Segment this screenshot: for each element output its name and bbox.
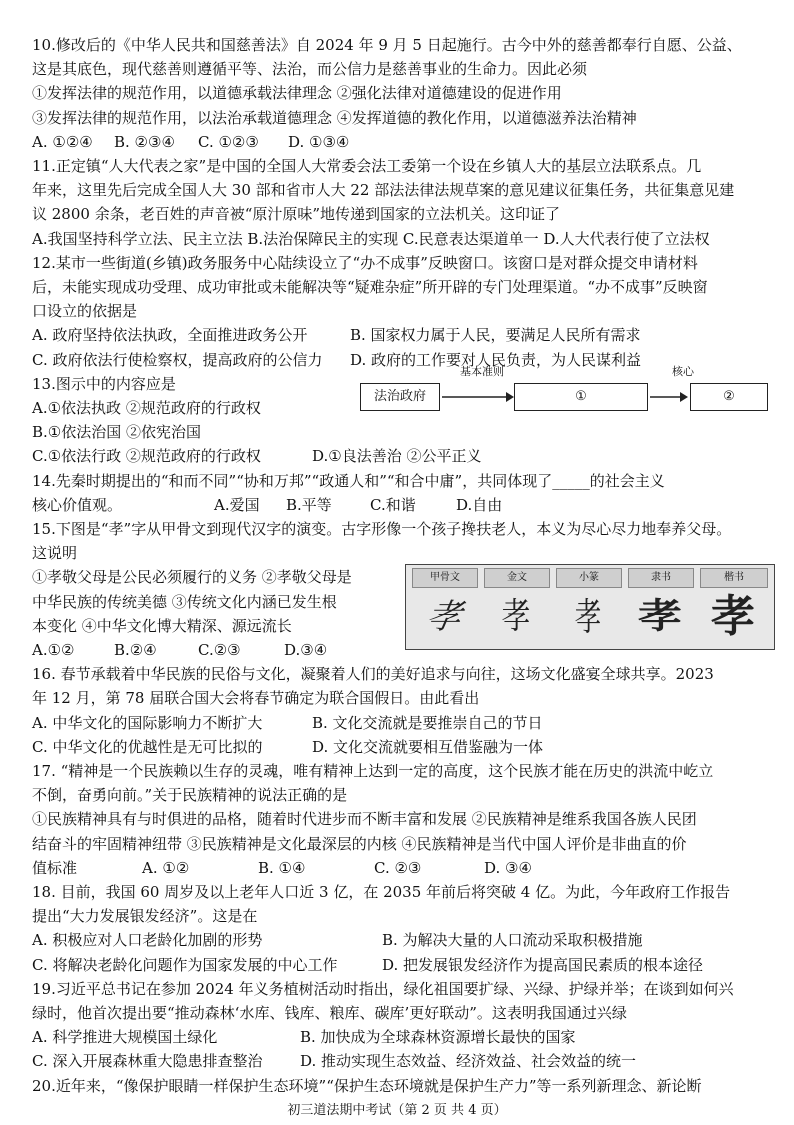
q17-option-a: A. ①②	[142, 858, 190, 877]
q11-line: 11.正定镇“人大代表之家”是中国的全国人大常委会法工委第一个设在乡镇人大的基层立法联系点。几	[32, 157, 702, 175]
q19-options-row	[32, 1050, 636, 1072]
q12-option-d: D. 政府的工作要对人民负责，为人民谋利益	[350, 350, 642, 369]
q17-option-c: C. ②③	[374, 858, 422, 877]
q10-option-a: A. ①②④	[32, 132, 93, 151]
q11-line: 议 2800 余条，老百姓的声音被“原汁原味”地传递到国家的立法机关。这印证了	[32, 205, 561, 224]
diagram-arrow1-label: 基本准则	[460, 364, 504, 378]
q15-line: 这说明	[32, 544, 78, 563]
q13-stem: 13.图示中的内容应是	[32, 374, 176, 393]
diagram-arrow2-label: 核心	[672, 364, 694, 378]
q10-line: 10.修改后的《中华人民共和国慈善法》自 2024 年 9 月 5 日起施行。古今中外的慈善都奉行自愿、公益、	[32, 36, 742, 54]
q12-line: 后，未能实现成功受理、成功审批或未能解决等“疑难杂症”所开辟的专门处理渠道。“办不成事”反映窗	[32, 278, 708, 296]
q10-option-b: B. ②③④	[114, 132, 175, 151]
q19-line: 绿时，他首次提出要“推动森林‘水库、钱库、粮库、碳库’更好联动”。这表明我国通过兴绿	[32, 1004, 627, 1022]
xiao-glyph-regular: 孝	[711, 591, 755, 643]
q15-option-d: D.③④	[284, 641, 328, 659]
q13-option-d: D.①良法善治 ②公平正义	[312, 447, 482, 466]
q19-option-c: C. 深入开展森林重大隐患排查整治	[32, 1052, 263, 1071]
q15-option-a: A.①②	[32, 641, 75, 659]
q10-option-d: D. ①③④	[288, 132, 350, 151]
q14-option-c: C.和谐	[370, 495, 416, 514]
q10-option-c: C. ①②③	[198, 132, 259, 151]
q18-options-row	[32, 929, 643, 951]
q14-line-2: 核心价值观。	[32, 495, 123, 514]
q18-option-b: B. 为解决大量的人口流动采取积极措施	[382, 931, 643, 950]
q15-option-c: C.②③	[198, 641, 241, 659]
q19-options-row	[32, 1026, 576, 1048]
q17-line: 不倒，奋勇向前。”关于民族精神的说法正确的是	[32, 786, 348, 805]
q14-line	[32, 494, 502, 516]
q10-line: ③发挥法律的规范作用，以法治承载道德理念 ④发挥道德的教化作用，以道德滋养法治精神	[32, 108, 637, 127]
q16-option-b: B. 文化交流就是要推崇自己的节日	[312, 713, 543, 732]
q17-option-b: B. ①④	[258, 858, 306, 877]
q16-options-row	[32, 736, 543, 758]
q15-line: 15.下图是“孝”字从甲骨文到现代汉字的演变。古字形像一个孩子搀扶老人，本义为尽心尽力地奉养父母。	[32, 520, 732, 538]
arrow-right-icon	[648, 387, 688, 407]
diagram-box-2: ②	[690, 383, 768, 411]
q16-option-c: C. 中华文化的优越性是无可比拟的	[32, 737, 263, 756]
q16-options-row	[32, 712, 543, 734]
q18-option-d: D. 把发展银发经济作为提高国民素质的根本途径	[382, 955, 704, 974]
q14-option-d: D.自由	[456, 495, 503, 514]
q19-option-d: D. 推动实现生态效益、经济效益、社会效益的统一	[300, 1052, 637, 1071]
diagram-box-1: ①	[514, 383, 648, 411]
q15-line: ①孝敬父母是公民必须履行的义务 ②孝敬父母是	[32, 568, 352, 587]
script-label: 小篆	[556, 568, 622, 588]
q17-line: 17. “精神是一个民族赖以生存的灵魂，唯有精神上达到一定的高度，这个民族才能在历史的洪流中屹立	[32, 762, 714, 780]
q18-option-c: C. 将解决老龄化问题作为国家发展的中心工作	[32, 955, 338, 974]
q17-line: ①民族精神具有与时俱进的品格，随着时代进步而不断丰富和发展 ②民族精神是维系我国各族人民团	[32, 810, 697, 829]
q15-option-b: B.②④	[114, 641, 157, 659]
q12-line: 12.某市一些街道(乡镇)政务服务中心陆续设立了“办不成事”反映窗口。该窗口是对群众提交申请材料	[32, 253, 698, 272]
q16-line: 年 12 月，第 78 届联合国大会将春节确定为联合国假日。由此看出	[32, 689, 480, 708]
q12-line: 口设立的依据是	[32, 302, 138, 321]
q16-line: 16. 春节承载着中华民族的民俗与文化，凝聚着人们的美好追求与向往，这场文化盛宴全球共享。2023	[32, 665, 714, 684]
diagram-start-box: 法治政府	[360, 383, 440, 411]
xiao-glyph-seal: 孝	[574, 595, 602, 640]
q11-line: 年来，这里先后完成全国人大 30 部和省市人大 22 部法法律法规草案的意见建议征集任务，共征集意见建	[32, 181, 735, 200]
q16-option-d: D. 文化交流就要相互借鉴融为一体	[312, 737, 544, 756]
xiao-glyph-clerical: 孝	[638, 596, 682, 638]
xiao-glyph-bronze: 孝	[501, 596, 531, 638]
q17-line: 结奋斗的牢固精神纽带 ③民族精神是文化最深层的内核 ④民族精神是当代中国人评价是非曲直的价	[32, 834, 687, 853]
q19-option-a: A. 科学推进大规模国土绿化	[32, 1028, 218, 1047]
q17-option-d: D. ③④	[484, 858, 532, 877]
q17-line-5: 值标准	[32, 858, 78, 877]
q12-options-row	[32, 324, 641, 346]
q16-option-a: A. 中华文化的国际影响力不断扩大	[32, 713, 263, 732]
q15-line: 本变化 ④中华文化博大精深、源远流长	[32, 616, 292, 635]
q12-option-b: B. 国家权力属于人民，要满足人民所有需求	[350, 326, 641, 345]
script-label: 金文	[484, 568, 550, 588]
q18-line: 提出“大力发展银发经济”。这是在	[32, 907, 258, 926]
q13-option-a: A.①依法执政 ②规范政府的行政权	[32, 399, 261, 417]
q10-options	[32, 131, 349, 153]
q13-options-row	[32, 445, 481, 467]
page-footer: 初三道法期中考试（第 2 页 共 4 页）	[287, 1103, 507, 1118]
q13-option-b: B.①依法治国 ②依宪治国	[32, 423, 202, 442]
arrow-right-icon	[440, 387, 514, 407]
q10-line: ①发挥法律的规范作用，以道德承载法律理念 ②强化法律对道德建设的促进作用	[32, 84, 562, 103]
script-label: 楷书	[700, 568, 768, 588]
script-label: 隶书	[628, 568, 694, 588]
q17-options	[32, 857, 532, 879]
q15-line: 中华民族的传统美德 ③传统文化内涵已发生根	[32, 592, 337, 611]
q13-diagram	[360, 365, 770, 415]
q14-option-a: A.爱国	[214, 495, 260, 514]
q10-line: 这是其底色，现代慈善则遵循平等、法治，而公信力是慈善事业的生命力。因此必须	[32, 60, 588, 79]
q20-line: 20.近年来，“像保护眼睛一样保护生态环境”“保护生态环境就是保护生产力”等一系列新理念、新论断	[32, 1076, 702, 1095]
q19-line: 19.习近平总书记在参加 2024 年义务植树活动时指出，绿化祖国要扩绿、兴绿、护绿并举；在谈到如何兴	[32, 979, 734, 998]
q11-line: A.我国坚持科学立法、民主立法 B.法治保障民主的实现 C.民意表达渠道单一 D.人大代表行使了立法权	[32, 229, 710, 248]
q18-option-a: A. 积极应对人口老龄化加剧的形势	[32, 931, 263, 950]
xiao-evolution-image	[405, 564, 775, 650]
q13-option-c: C.①依法行政 ②规范政府的行政权	[32, 447, 261, 466]
q18-line: 18. 目前，我国 60 周岁及以上老年人口近 3 亿，在 2035 年前后将突破 4 亿。为此，今年政府工作报告	[32, 883, 731, 901]
q14-line: 14.先秦时期提出的“和而不同”“协和万邦”“政通人和”“和合中庸”，共同体现了_____的社会主义	[32, 471, 665, 490]
q14-option-b: B.平等	[286, 495, 332, 514]
q19-option-b: B. 加快成为全球森林资源增长最快的国家	[300, 1028, 576, 1047]
q18-options-row	[32, 954, 703, 976]
q12-option-a: A. 政府坚持依法执政，全面推进政务公开	[32, 326, 308, 345]
xiao-glyph-oracle: 孝	[423, 597, 465, 638]
q15-options	[32, 639, 327, 661]
q12-option-c: C. 政府依法行使检察权，提高政府的公信力	[32, 350, 323, 369]
script-label: 甲骨文	[412, 568, 478, 588]
